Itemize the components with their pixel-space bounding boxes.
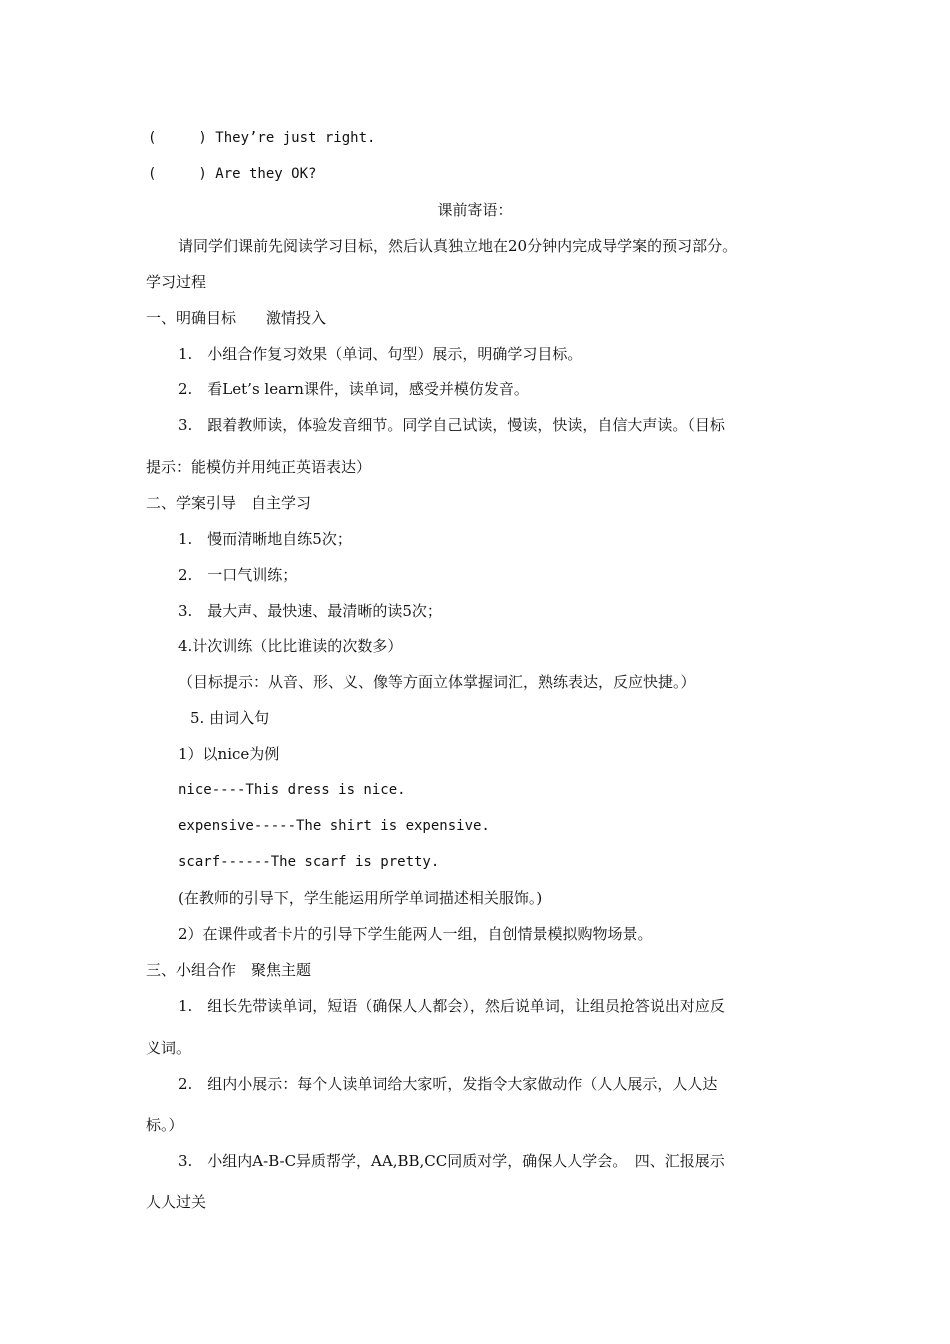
part3-item-1: 1. 组长先带读单词，短语（确保人人都会），然后说单词，让组员抢答说出对应反	[178, 997, 725, 1015]
part3-item-2: 2. 组内小展示：每个人读单词给大家听，发指令大家做动作（人人展示，人人达	[178, 1075, 718, 1093]
preclass-message-text: 请同学们课前先阅读学习目标，然后认真独立地在20分钟内完成导学案的预习部分。	[178, 237, 738, 255]
example-note: (在教师的引导下，学生能运用所学单词描述相关服饰。)	[178, 889, 543, 907]
part3-item-2-continued: 标。）	[146, 1116, 184, 1134]
part1-item-2: 2. 看Let’s learn课件，读单词，感受并模仿发音。	[178, 380, 529, 398]
heading-learning-process: 学习过程	[146, 273, 207, 291]
example-sentence-expensive: expensive-----The shirt is expensive.	[178, 818, 490, 834]
heading-part-3: 三、小组合作 聚焦主题	[146, 961, 312, 979]
part2-item-1: 1. 慢而清晰地自练5次；	[178, 530, 352, 548]
example-sentence-scarf: scarf------The scarf is pretty.	[178, 854, 440, 870]
part2-item-5: 5. 由词入句	[190, 709, 270, 727]
heading-part-2: 二、学案引导 自主学习	[146, 494, 312, 512]
part2-item-4: 4.计次训练（比比谁读的次数多）	[178, 637, 403, 655]
part2-item-5-sub-1: 1）以nice为例	[178, 745, 280, 763]
answer-line-1: ( ) They’re just right.	[148, 130, 376, 146]
part3-item-1-continued: 义词。	[146, 1039, 192, 1057]
part1-item-1: 1. 小组合作复习效果（单词、句型）展示，明确学习目标。	[178, 345, 583, 363]
example-sentence-nice: nice----This dress is nice.	[178, 782, 406, 798]
heading-part-4-continued: 人人过关	[146, 1193, 207, 1211]
part3-item-3: 3. 小组内A-B-C异质帮学，AA,BB,CC同质对学，确保人人学会。 四、汇报展示	[178, 1152, 725, 1170]
part1-item-3: 3. 跟着教师读，体验发音细节。同学自己试读，慢读，快读，自信大声读。（目标	[178, 416, 725, 434]
part1-item-3-continued: 提示：能模仿并用纯正英语表达）	[146, 458, 372, 476]
part2-item-3: 3. 最大声、最快速、最清晰的读5次；	[178, 602, 442, 620]
part2-goal-hint: （目标提示：从音、形、义、像等方面立体掌握词汇，熟练表达，反应快捷。）	[178, 673, 696, 691]
part2-item-5-sub-2: 2）在课件或者卡片的引导下学生能两人一组，自创情景模拟购物场景。	[178, 925, 653, 943]
part2-item-2: 2. 一口气训练；	[178, 566, 298, 584]
heading-part-1: 一、明确目标 激情投入	[146, 309, 327, 327]
section-heading-preclass-message: 课前寄语：	[437, 201, 513, 219]
answer-line-2: ( ) Are they OK?	[148, 166, 317, 182]
